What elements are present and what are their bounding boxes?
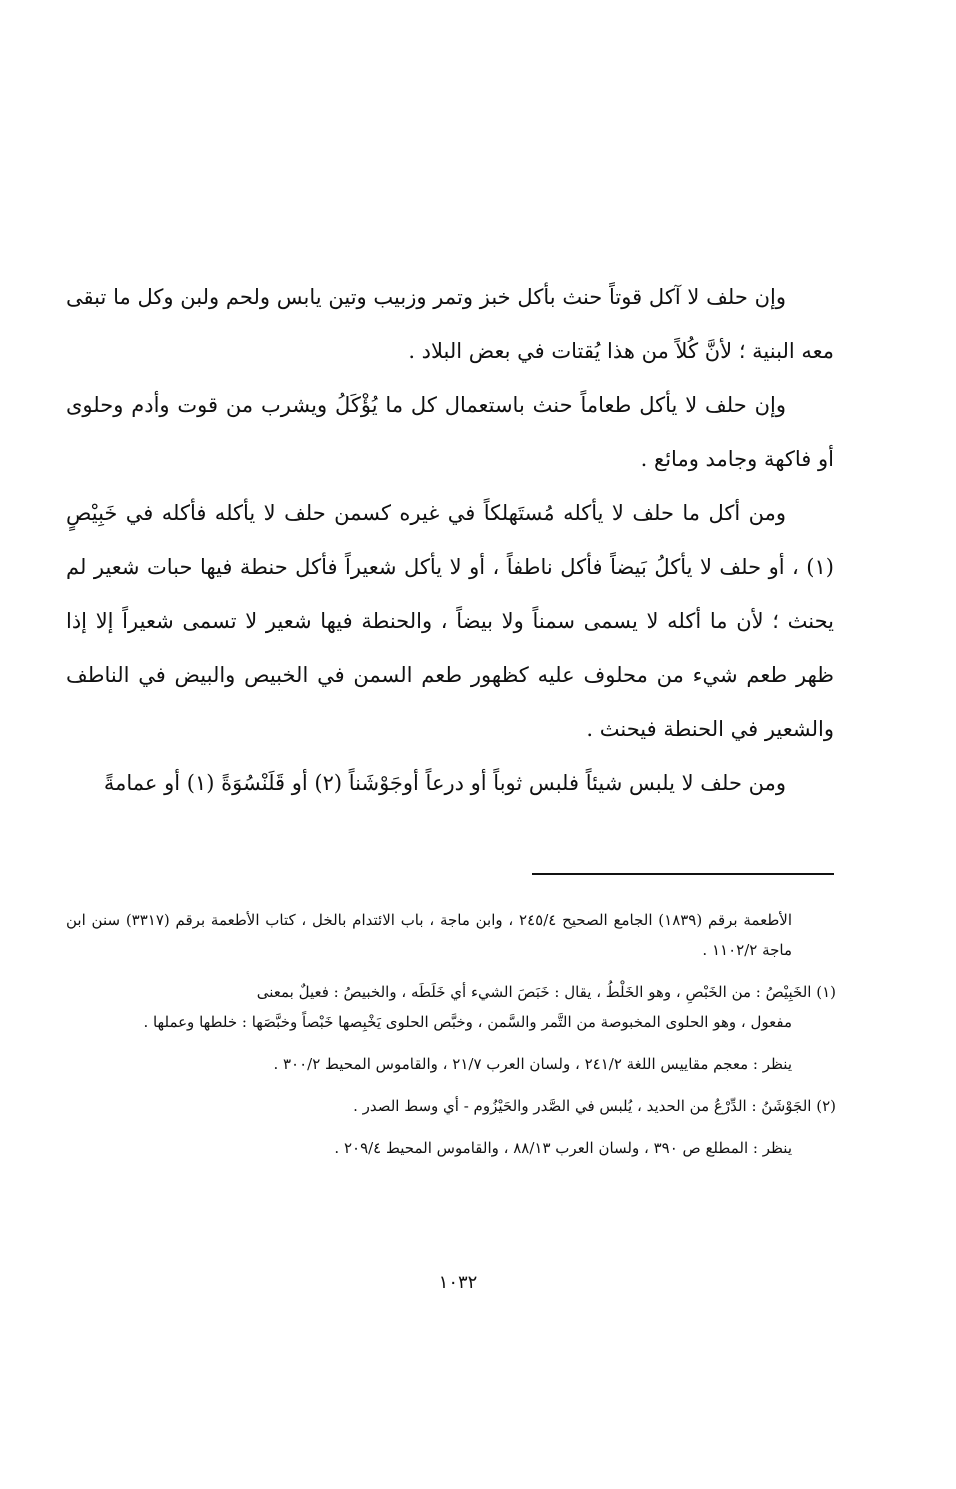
footnote-divider: [532, 873, 834, 875]
paragraph-3: ومن أكل ما حلف لا يأكله مُستَهلكاً في غيره كسمن حلف لا يأكله فأكله في خَبِيْصٍ (١) ، أو حلف لا يأكلُ بَيضاً فأكل ناطفاً ، أو لا يأكل شعيراً فأكل حنطة فيها حبات شعير لم يحنث ؛ لأن ما أكله لا يسمى سمناً ولا بيضاً ، والحنطة فيها شعير لا تسمى شعيراً إلا إذا ظهر طعم شيء من محلوف عليه كظهور طعم السمن في الخبيص والبيض في الناطف والشعير في الحنطة فيحنث .: [66, 501, 834, 741]
main-text-body: [66, 270, 834, 810]
footnote-2: (٢) الجَوْشَنُ : الدِّرْعُ من الحديد ، يُلبس في الصَّدر والحَيْزُوم - أي وسط الصدر .: [353, 1097, 836, 1115]
footnote-1-reference: ينظر : معجم مقاييس اللغة ٢٤١/٢ ، ولسان العرب ٢١/٧ ، والقاموس المحيط ٣٠٠/٢ .: [273, 1055, 792, 1073]
paragraph-1: وإن حلف لا آكل قوتاً حنث بأكل خبز وتمر وزبيب وتين يابس ولحم ولبن وكل ما تبقى معه البنية ؛ لأنَّ كُلاً من هذا يُقتات في بعض البلاد .: [66, 285, 834, 363]
page-number: ١٠٣٢: [438, 1272, 478, 1293]
footnote-1: (١) الخَبِيْصُ : من الخَبْصِ ، وهو الخَلْطُ ، يقال : خَبَصَ الشيء أي خَلَطَه ، والخبيصُ : فعيلٌ بمعنى: [256, 983, 836, 1001]
paragraph-4: ومن حلف لا يلبس شيئاً فلبس ثوباً أو درعاً أوجَوْشَناً (٢) أو قَلَنْسُوَةً (١) أو عمامةً: [103, 771, 786, 795]
footnote-carryover: الأطعمة برقم (١٨٣٩) الجامع الصحيح ٢٤٥/٤ ، وابن ماجة ، باب الائتدام بالخل ، كتاب الأطعمة برقم (٣٣١٧) سنن ابن ماجة ١١٠٢/٢ .: [66, 911, 792, 959]
footnote-1-continuation: مفعول ، وهو الحلوى المخبوصة من التَّمر والسَّمن ، وخبَّص الحلوى يَخْبِصها خَبْصاً وخبَّصَها : خلطها وعملها .: [143, 1013, 792, 1031]
paragraph-2: وإن حلف لا يأكل طعاماً حنث باستعمال كل ما يُؤْكَلُ ويشرب من قوت وأدم وحلوى أو فاكهة وجامد ومائع .: [66, 393, 834, 471]
footnote-2-reference: ينظر : المطلع ص ٣٩٠ ، ولسان العرب ٨٨/١٣ ، والقاموس المحيط ٢٠٩/٤ .: [334, 1139, 792, 1157]
footnotes-section: [66, 905, 836, 1163]
